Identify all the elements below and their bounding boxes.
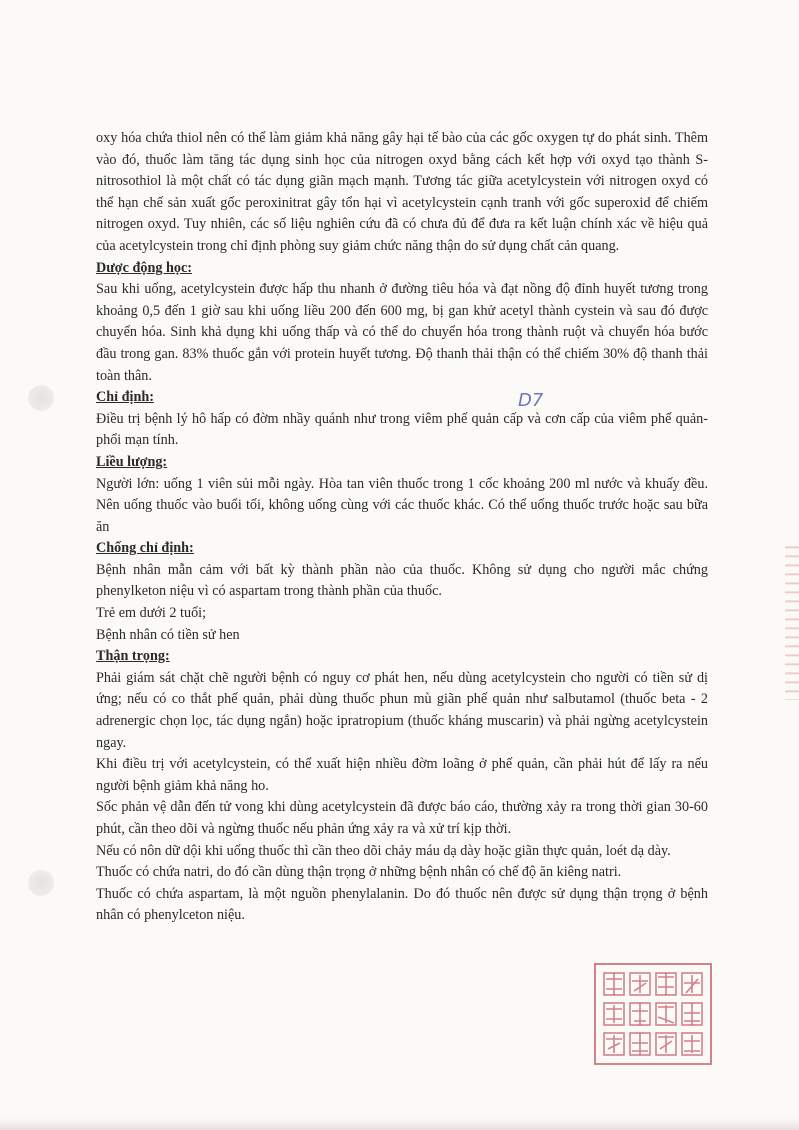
section-paragraph: Thuốc có chứa natri, do đó cần dùng thận trọng ở những bệnh nhân có chế độ ăn kiêng natri.: [96, 864, 622, 881]
section-contraindications: [96, 538, 708, 646]
section-pharmacokinetics: [96, 258, 708, 388]
page-edge-mark: [785, 540, 799, 700]
punch-hole: [28, 870, 54, 896]
section-paragraph: Người lớn: uống 1 viên sủi mỗi ngày. Hòa tan viên thuốc trong 1 cốc khoảng 200 ml nước và khuấy đều. Nên uống thuốc vào buổi tối, không uống cùng với các thuốc khác. Có thể uống thuốc trước hoặc sau bữa ăn: [96, 475, 708, 535]
section-paragraph: Thuốc có chứa aspartam, là một nguồn phenylalanin. Do đó thuốc nên được sử dụng thận trọng ở bệnh nhân có phenylceton niệu.: [96, 885, 708, 924]
page-bottom-edge: [0, 1118, 799, 1130]
section-heading: Chỉ định:: [96, 389, 154, 406]
section-paragraph: Trẻ em dưới 2 tuổi;: [96, 605, 207, 622]
seal-stamp: [594, 963, 712, 1065]
section-paragraph: Sau khi uống, acetylcystein được hấp thu nhanh ở đường tiêu hóa và đạt nồng độ đỉnh huyết tương trong khoảng 0,5 đến 1 giờ sau khi uống liều 200 đến 600 mg, bị gan khử acetyl thành cystein và sau đó được chuyển hóa. Sinh khả dụng khi uống thấp và có thể do chuyển hóa trong thành ruột và chuyển hóa bước đầu trong gan. 83% thuốc gắn với protein huyết tương. Độ thanh thải thận có thể chiếm 30% độ thanh thải toàn thân.: [96, 281, 708, 384]
section-paragraph: Điều trị bệnh lý hô hấp có đờm nhầy quánh như trong viêm phế quản cấp và cơn cấp của viêm phế quản-phổi mạn tính.: [96, 410, 708, 449]
section-indications: [96, 387, 708, 452]
section-dosage: [96, 452, 708, 538]
section-heading: Thận trọng:: [96, 648, 170, 665]
handwritten-margin-note: D7: [518, 390, 544, 411]
section-precautions: [96, 646, 708, 927]
section-paragraph: Nếu có nôn dữ dội khi uống thuốc thì cần theo dõi chảy máu dạ dày hoặc giãn thực quản, loét dạ dày.: [96, 842, 671, 859]
section-paragraph: Sốc phản vệ dẫn đến tử vong khi dùng acetylcystein đã được báo cáo, thường xảy ra trong thời gian 30-60 phút, cần theo dõi và ngừng thuốc nếu phản ứng xảy ra và xử trí kịp thời.: [96, 799, 708, 837]
section-paragraph: Phải giám sát chặt chẽ người bệnh có nguy cơ phát hen, nếu dùng acetylcystein cho người có tiền sử dị ứng; nếu có co thắt phế quản, phải dùng thuốc phun mù giãn phế quản như salbutamol (thuốc beta - 2 adrenergic chọn lọc, tác dụng ngắn) hoặc ipratropium (thuốc kháng muscarin) và phải ngừng acetylcystein ngay.: [96, 669, 708, 751]
section-heading: Dược động học:: [96, 259, 192, 276]
punch-hole: [28, 385, 54, 411]
document-body: [96, 128, 708, 927]
intro-paragraph: oxy hóa chứa thiol nên có thể làm giảm khả năng gây hại tế bào của các gốc oxygen tự do phát sinh. Thêm vào đó, thuốc làm tăng tác dụng sinh học của nitrogen oxyd bằng cách kết hợp với oxyd tạo thành S-nitrosothiol là một chất có tác dụng giãn mạch mạnh. Tương tác giữa acetylcystein với nitrogen oxyd có thể hạn chế sản xuất gốc peroxinitrat gây tổn hại vì acetylcystein cạnh tranh với gốc superoxid để chiếm nitrogen oxyd. Tuy nhiên, các số liệu nghiên cứu đã có chưa đủ để đưa ra kết luận chính xác về hiệu quả của acetylcystein trong chỉ định phòng suy giảm chức năng thận do sử dụng chất cản quang.: [96, 130, 708, 254]
seal-stamp-glyphs: [596, 965, 710, 1063]
section-paragraph: Bệnh nhân có tiền sử hen: [96, 626, 240, 643]
section-heading: Chống chỉ định:: [96, 540, 194, 557]
section-paragraph: Bệnh nhân mẫn cảm với bất kỳ thành phần nào của thuốc. Không sử dụng cho người mắc chứng phenylketon niệu vì có aspartam trong thành phần của thuốc.: [96, 561, 708, 600]
section-paragraph: Khi điều trị với acetylcystein, có thể xuất hiện nhiều đờm loãng ở phế quản, cần phải hút để lấy ra nếu người bệnh giảm khả năng ho.: [96, 756, 708, 794]
section-heading: Liều lượng:: [96, 453, 168, 470]
